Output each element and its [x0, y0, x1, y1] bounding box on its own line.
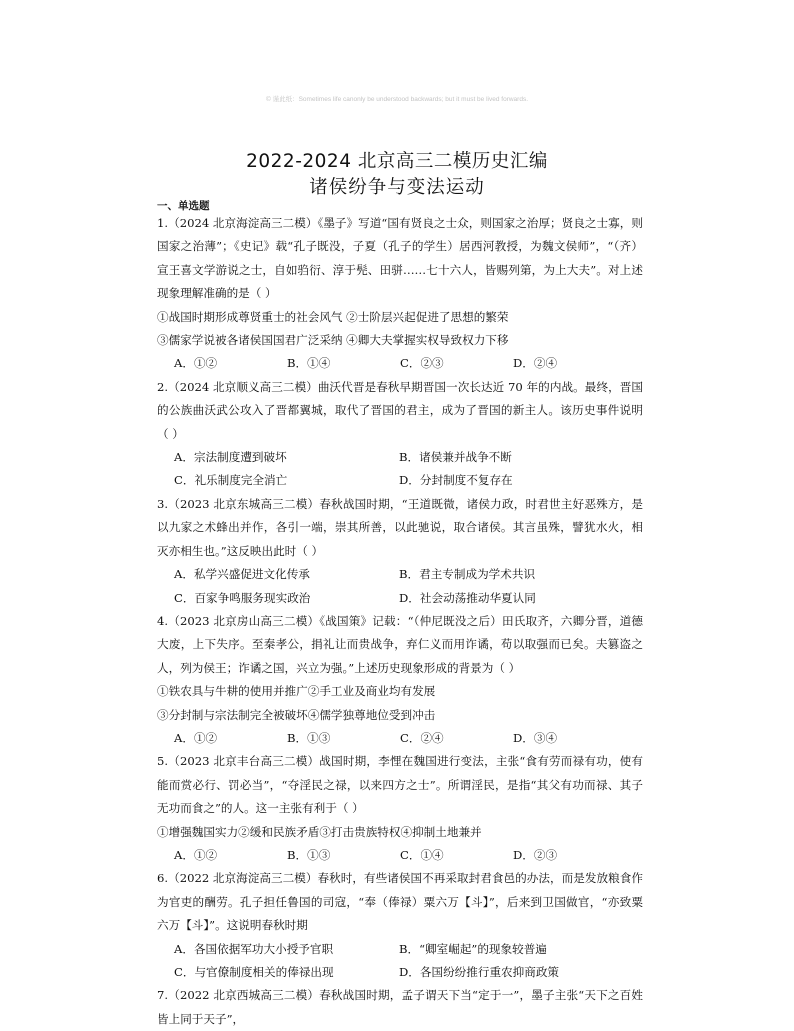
option-d: D．②④ [513, 356, 558, 371]
options-row [157, 727, 643, 750]
option-c: C．礼乐制度完全消亡 [174, 473, 288, 488]
question-stem: 6.（2022 北京海淀高三二模）春秋时，有些诸侯国不再采取封君食邑的办法，而是发放粮食作为官吏的酬劳。孔子担任鲁国的司寇，“奉（俸禄）粟六万【斗】”，后来到卫国做官，“亦致粟六万【斗】”。这说明春秋时期 [157, 871, 643, 933]
document-subtitle: 诸侯纷争与变法运动 [309, 177, 485, 198]
option-c: C．②③ [400, 356, 444, 371]
option-c: C．②④ [400, 730, 444, 745]
statement-line: ①增强魏国实力②缓和民族矛盾③打击贵族特权④抑制土地兼并 [157, 824, 482, 839]
option-b: B．君主专制成为学术共识 [399, 567, 536, 582]
question-5 [157, 750, 643, 867]
question-7 [157, 984, 643, 1031]
options-grid [157, 563, 643, 610]
question-stem: 3.（2023 北京东城高三二模）春秋战国时期，“王道既微，诸侯力政，时君世主好恶殊方，是以九家之术蜂出并作，各引一端，崇其所善，以此驰说，取合诸侯。其言虽殊，譬犹水火，相灭亦相生也。”这反映出此时（ ） [157, 496, 643, 558]
statement-line: ③儒家学说被各诸侯国国君广泛采纳 ④卿大夫掌握实权导致权力下移 [157, 333, 509, 348]
question-6 [157, 867, 643, 984]
option-a: A．宗法制度遭到破坏 [174, 450, 287, 465]
option-d: D．社会动荡推动华夏认同 [399, 590, 536, 605]
statement-line: ①铁农具与牛耕的使用并推广②手工业及商业均有发展 [157, 684, 436, 699]
option-a: A．①② [174, 730, 218, 745]
statement-line: ①战国时期形成尊贤重士的社会风气 ②士阶层兴起促进了思想的繁荣 [157, 309, 509, 324]
question-3 [157, 493, 643, 610]
question-stem: 2.（2024 北京顺义高三二模）曲沃代晋是春秋早期晋国一次长达近 70 年的内战。最终，晋国的公族曲沃武公攻入了晋都翼城，取代了晋国的君主，成为了晋国的新主人。该历史事件说明（ ） [157, 379, 643, 441]
option-b: B．①③ [287, 730, 331, 745]
question-stem: 4.（2023 北京房山高三二模）《战国策》记载：“（仲尼既没之后）田氏取齐，六卿分晋，道德大废，上下失序。至秦孝公，捐礼让而贵战争，弃仁义而用诈谲，苟以取强而已矣。夫篡盗之人，列为侯王；诈谲之国，兴立为强。”上述历史现象形成的背景为（ ） [157, 613, 643, 675]
option-d: D．各国纷纷推行重农抑商政策 [399, 965, 560, 979]
option-c: C．①④ [400, 847, 444, 862]
question-stem: 5.（2023 北京丰台高三二模）战国时期，李悝在魏国进行变法，主张“食有劳而禄有功，使有能而赏必行、罚必当”，“夺淫民之禄，以来四方之士”。所谓淫民，是指“其父有功而禄、其子无功而食之”的人。这一主张有利于（ ） [157, 754, 643, 816]
option-a: A．各国依据军功大小授予官职 [174, 941, 334, 956]
option-c: C．百家争鸣服务现实政治 [174, 590, 311, 605]
question-stem: 1.（2024 北京海淀高三二模）《墨子》写道“国有贤良之士众，则国家之治厚；贤良之士寡，则国家之治薄”；《史记》载“孔子既没，子夏（孔子的学生）居西河教授，为魏文侯师”，“（齐）宣王喜文学游说之士，自如驺衍、淳于髡、田骈……七十六人，皆赐列第，为上大夫”。对上述现象理解准确的是（ ） [157, 216, 643, 301]
option-b: B．①③ [287, 847, 331, 862]
question-2 [157, 376, 643, 493]
option-b: B．诸侯兼并战争不断 [399, 450, 512, 465]
question-4 [157, 610, 643, 750]
question-1 [157, 212, 643, 376]
option-a: A．私学兴盛促进文化传承 [174, 567, 310, 582]
options-row [157, 352, 643, 375]
question-list [157, 212, 643, 1031]
watermark: © 谨此纸：Sometimes life canonly be understood backwards; but it must be lived forwards. [265, 96, 528, 103]
options-row [157, 844, 643, 867]
options-grid [157, 446, 643, 493]
statement-line: ③分封制与宗法制完全被破坏④儒学独尊地位受到冲击 [157, 707, 436, 722]
question-stem: 7.（2022 北京西城高三二模）春秋战国时期，孟子谓天下当“定于一”，墨子主张“天下之百姓皆上同于天子”， [157, 988, 643, 1026]
option-b: B．“卿室崛起”的现象较普遍 [399, 941, 547, 956]
section-heading: 一、单选题 [157, 200, 210, 212]
document-title: 2022-2024 北京高三二模历史汇编 [246, 151, 548, 172]
options-grid [157, 938, 643, 985]
option-d: D．分封制度不复存在 [399, 473, 513, 488]
option-b: B．①④ [287, 356, 331, 371]
option-d: D．②③ [513, 847, 558, 862]
option-a: A．①② [174, 847, 218, 862]
option-d: D．③④ [513, 730, 558, 745]
option-a: A．①② [174, 356, 218, 371]
option-c: C．与官僚制度相关的俸禄出现 [174, 965, 334, 979]
